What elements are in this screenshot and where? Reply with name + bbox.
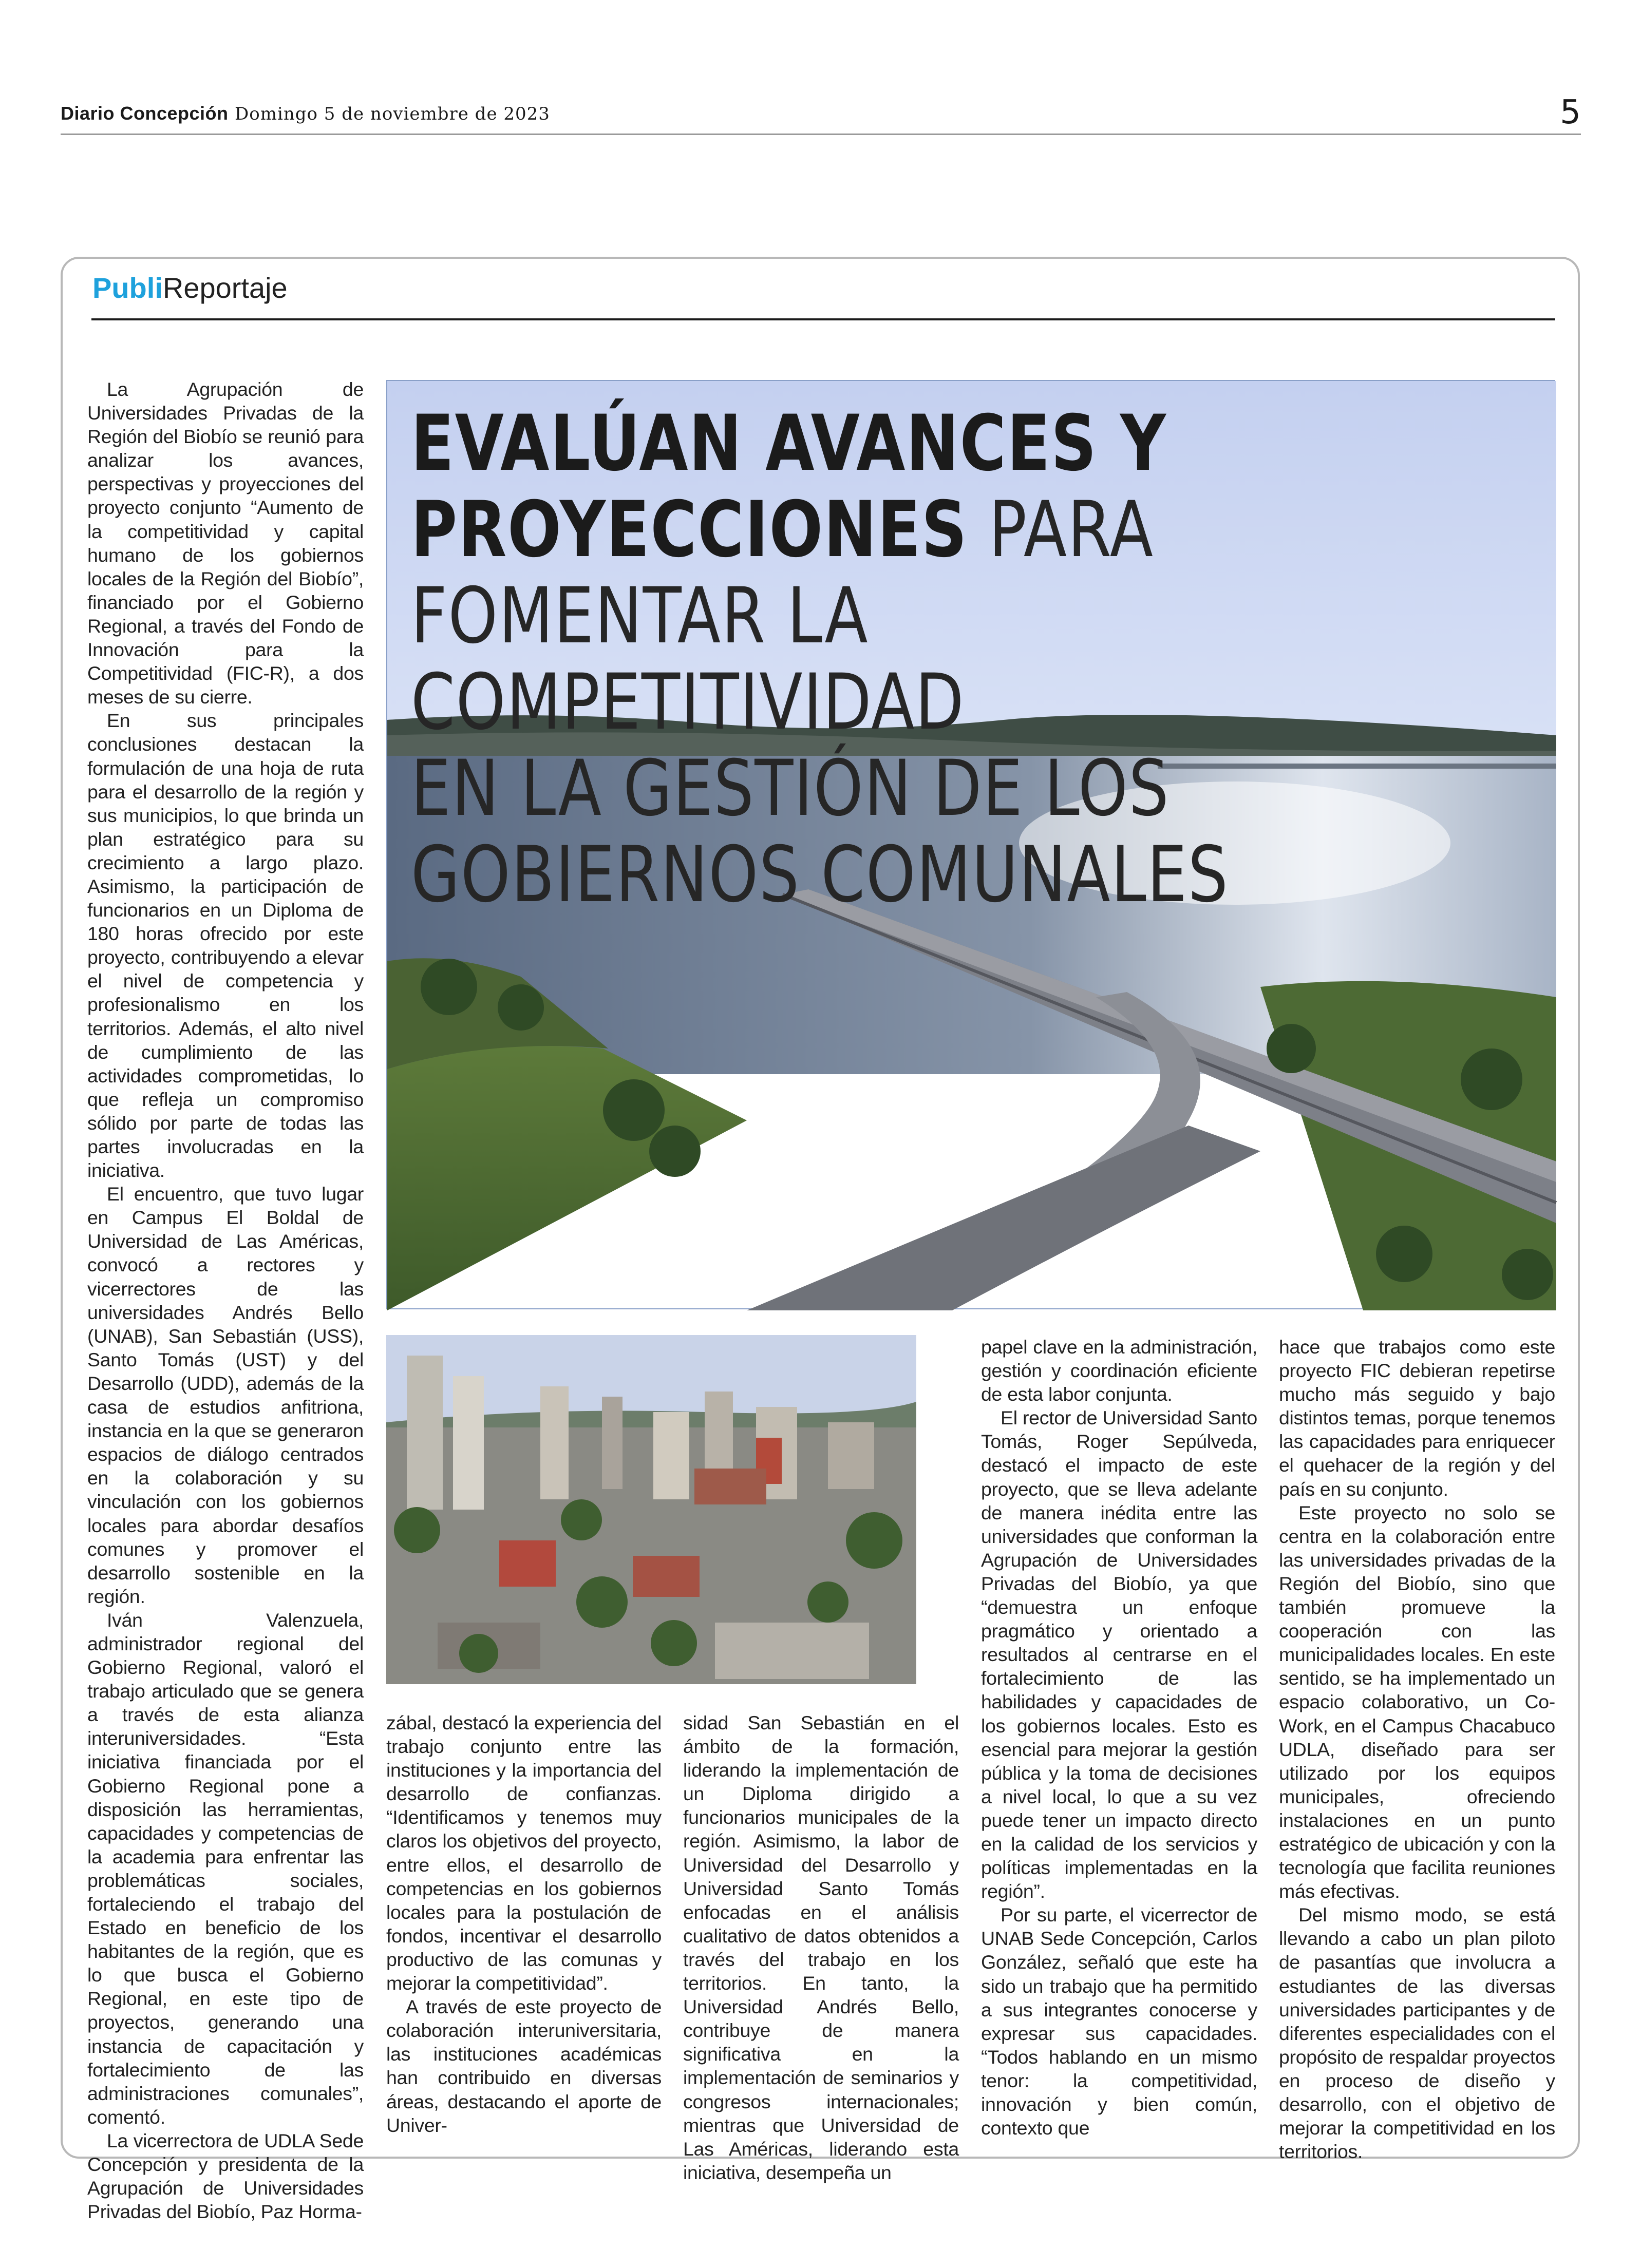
headline-line-4: EN LA GESTIÓN DE LOS xyxy=(411,744,1170,833)
section-label-suffix: Reportaje xyxy=(162,272,288,304)
paragraph: Por su parte, el vicerrector de UNAB Sede Concepción, Carlos González, señaló que este ha sido un trabajo que ha permitido a sus integrantes conocerse y expresar sus capacidades. “Todos hablando en un mismo tenor: la competitividad, innovación y bien común, contexto que xyxy=(981,1904,1257,2139)
paragraph: La Agrupación de Universidades Privadas de la Región del Biobío se reunió para analizar los avances, perspectivas y proyecciones del proyecto conjunto “Aumento de la competitividad y capital humano de los gobiernos locales de la Región del Biobío”, financiado por el Gobierno Regional, a través del Fondo de Innovación para la Competitividad (FIC-R), a dos meses de su cierre. xyxy=(87,378,364,708)
body-column-1 xyxy=(87,377,364,2223)
paragraph: Este proyecto no solo se centra en la colaboración entre las universidades privadas de la Región del Biobío, sino que también promueve la cooperación con las municipalidades locales. En este sentido, se ha implementado un espacio colaborativo, un Co-Work, en el Campus Chacabuco UDLA, diseñado para ser utilizado por los equipos municipales, ofreciendo instalaciones en un punto estratégico de ubicación y con la tecnología que facilita reuniones más efectivas. xyxy=(1279,1501,1555,1902)
section-label-prefix: Publi xyxy=(92,272,163,304)
paragraph: Del mismo modo, se está llevando a cabo un plan piloto de pasantías que involucra a estudiantes de las diversas universidades participantes y de diferentes especialidades con el propósito de respaldar proyectos en proceso de diseño y desarrollo, con el objetivo de mejorar la competitividad en los territorios. xyxy=(1279,1904,1555,2163)
paragraph: sidad San Sebastián en el ámbito de la formación, liderando la implementación de un Diploma dirigido a funcionarios municipales de la región. Asimismo, la labor de Universidad del Desarrollo y Universidad Santo Tomás enfocadas en el análisis cualitativo de datos obtenidos a través del trabajo en los territorios. En tanto, la Universidad Andrés Bello, contribuye de manera significativa en la implementación de seminarios y congresos internacionales; mientras que Universidad de Las Américas, liderando esta iniciativa, desempeña un xyxy=(683,1712,959,2183)
body-column-2 xyxy=(386,1711,662,2136)
city-illustration xyxy=(386,1335,916,1684)
paragraph: Iván Valenzuela, administrador regional del Gobierno Regional, valoró el trabajo articulado que se genera a través de esta alianza interuniversidades. “Esta iniciativa financiada por el Gobierno Regional pone a disposición las herramientas, capacidades y competencias de la academia para enfrentar las problemáticas sociales, fortaleciendo el trabajo del Estado en beneficio de los habitantes de la región, que es lo que busca el Gobierno Regional, en este tipo de proyectos, generando una instancia de capacitación y fortalecimiento de las administraciones comunales”, comentó. xyxy=(87,1609,364,2128)
headline-line-2-bold: PROYECCIONES xyxy=(411,485,968,575)
paragraph: papel clave en la administración, gestión y coordinación eficiente de esta labor conjunta. xyxy=(981,1336,1257,1405)
section-divider xyxy=(91,318,1555,320)
paragraph: zábal, destacó la experiencia del trabajo conjunto entre las instituciones y la importancia del desarrollo de confianzas. “Identificamos y tenemos muy claros los objetivos del proyecto, entre ellos, el desarrollo de competencias en los gobiernos locales para la postulación de fondos, incentivar el desarrollo productivo de las comunas y mejorar la competitividad”. xyxy=(386,1712,662,1994)
body-column-3 xyxy=(683,1711,959,2183)
paragraph: A través de este proyecto de colaboración interuniversitaria, las instituciones académicas han contribuido en diversas áreas, destacando el aporte de Univer- xyxy=(386,1996,662,2136)
headline-line-2-light: PARA xyxy=(968,485,1154,575)
paragraph: El rector de Universidad Santo Tomás, Roger Sepúlveda, destacó el impacto de este proyecto, que se lleva adelante de manera inédita entre las universidades que conforman la Agrupación de Universidades Privadas del Biobío, ya que “demuestra un enfoque pragmático y orientado a resultados al centrarse en el fortalecimiento de las habilidades y capacidades de los gobiernos locales. Esto es esencial para mejorar la gestión pública y la toma de decisiones a nivel local, lo que a su vez puede tener un impacto directo en la calidad de los servicios y políticas implementadas en la región”. xyxy=(981,1407,1257,1902)
paragraph: hace que trabajos como este proyecto FIC debieran repetirse mucho más seguido y bajo distintos temas, porque tenemos las capacidades para enriquecer el quehacer de la región y del país en su conjunto. xyxy=(1279,1336,1555,1500)
body-column-4 xyxy=(981,1335,1257,2139)
headline-line-3: FOMENTAR LA COMPETITIVIDAD xyxy=(411,571,965,747)
paragraph: El encuentro, que tuvo lugar en Campus El Boldal de Universidad de Las Américas, convocó a rectores y vicerrectores de las universidades Andrés Bello (UNAB), San Sebastián (USS), Santo Tomás (UST) y del Desarrollo (UDD), además de la casa de estudios anfitriona, instancia en la que se generaron espacios de diálogo centrados en la colaboración y su vinculación con los gobiernos locales para abordar desafíos comunes y promover el desarrollo sostenible en la región. xyxy=(87,1183,364,1607)
page-number: 5 xyxy=(1560,93,1581,131)
issue-date: Domingo 5 de noviembre de 2023 xyxy=(235,104,550,124)
headline xyxy=(411,401,1337,918)
headline-line-1: EVALÚAN AVANCES Y xyxy=(411,399,1167,488)
paper-name: Diario Concepción xyxy=(61,103,229,124)
paragraph: En sus principales conclusiones destacan la formulación de una hoja de ruta para el desarrollo de la región y sus municipios, lo que brinda un plan estratégico para su crecimiento a largo plazo. Asimismo, la participación de funcionarios en un Diploma de 180 horas ofrecido por este proyecto, contribuyendo a elevar el nivel de competencia y profesionalismo en los territorios. Además, el alto nivel de cumplimiento de las actividades comprometidas, lo que refleja un compromiso sólido por parte de todas las partes involucradas en la iniciativa. xyxy=(87,710,364,1181)
city-photo xyxy=(386,1335,916,1684)
headline-line-2 xyxy=(411,487,1337,573)
headline-line-5: GOBIERNOS COMUNALES xyxy=(411,830,1229,920)
paragraph: La vicerrectora de UDLA Sede Concepción y presidenta de la Agrupación de Universidades Privadas del Biobío, Paz Horma- xyxy=(87,2129,364,2223)
section-label xyxy=(92,271,288,304)
body-column-5 xyxy=(1279,1335,1555,2163)
masthead-divider xyxy=(61,134,1581,135)
